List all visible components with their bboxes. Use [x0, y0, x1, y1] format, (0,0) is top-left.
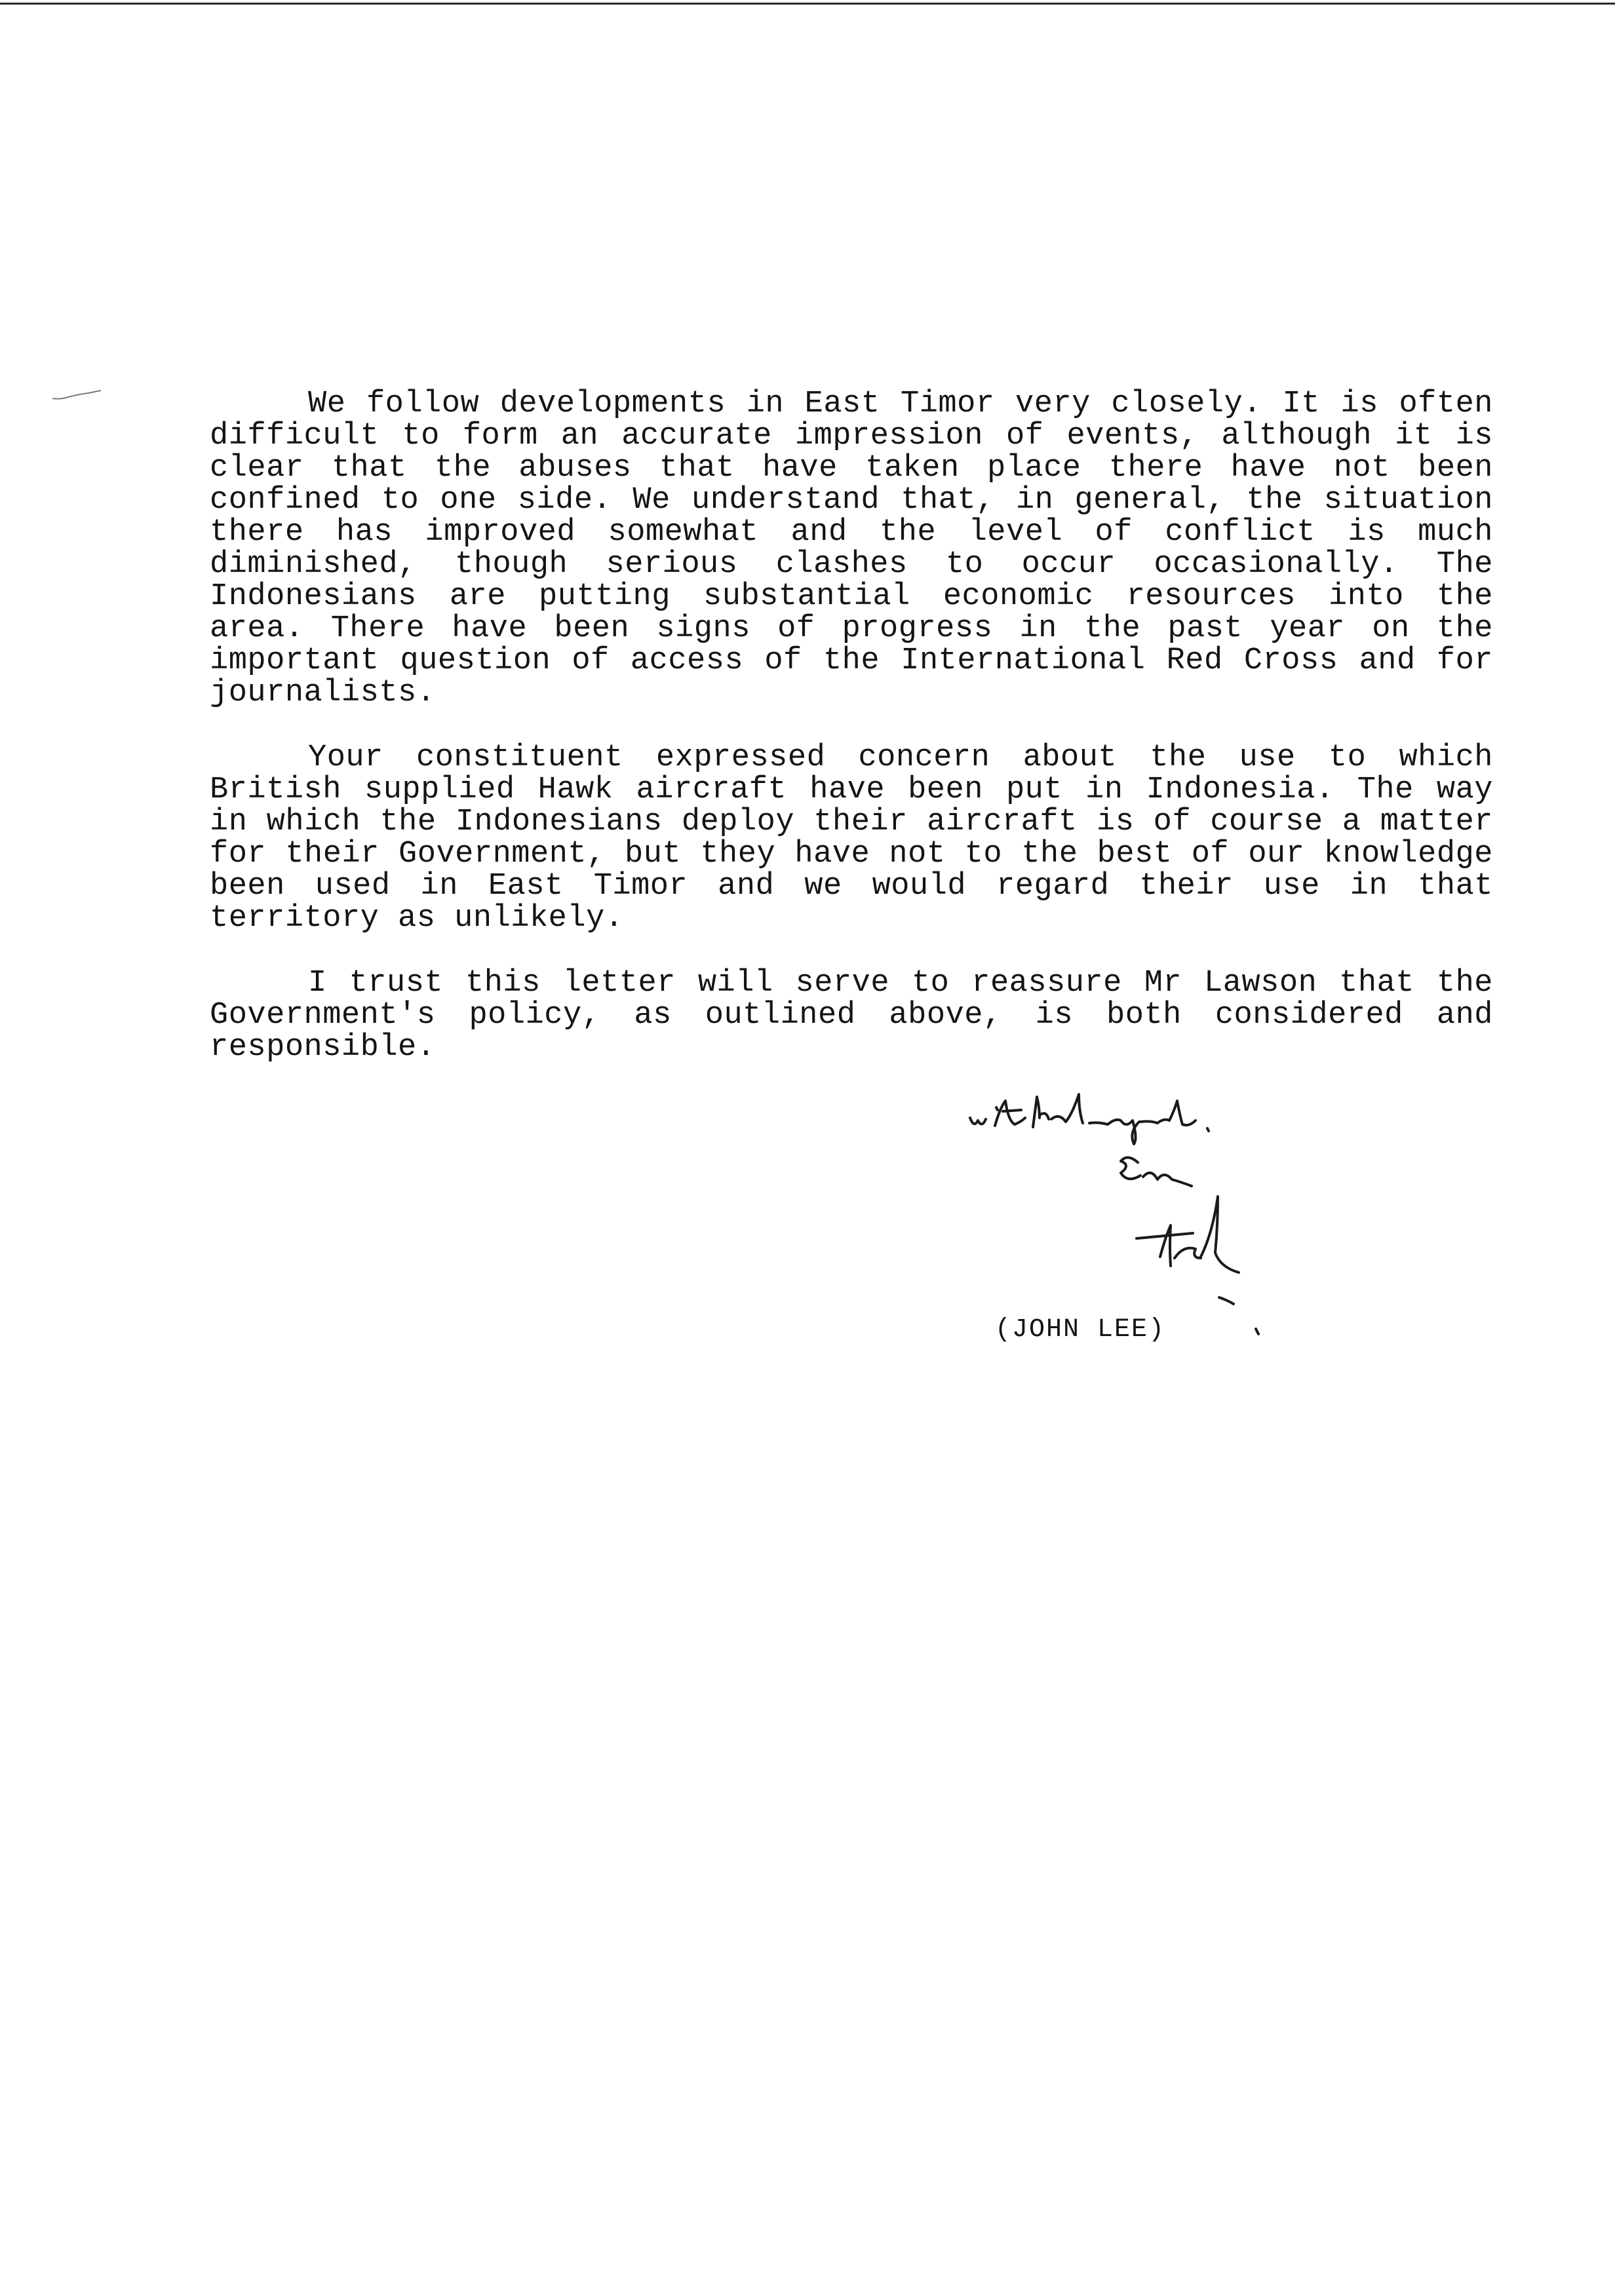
paragraph-hawk-aircraft: Your constituent expressed concern about the use to which British supplied Hawk aircraft have been put in Indonesia. The way in which the Indonesians deploy their aircraft is of course a matter for their Government, but they have not to the best of our knowledge been used in East Timor and we would regard their use in that territory as unlikely. — [210, 740, 1493, 936]
scan-mark — [51, 389, 102, 401]
top-edge-line — [0, 3, 1615, 5]
signer-name: (JOHN LEE) — [995, 1315, 1166, 1345]
paragraph-reassurance: I trust this letter will serve to reassure Mr Lawson that the Government's policy, as outlined above, is both considered and responsible. — [210, 966, 1493, 1065]
paragraph-east-timor: We follow developments in East Timor very closely. It is often difficult to form an accurate impression of events, although it is clear that the abuses that have taken place there have not been confined to one side. We understand that, in general, the situation there has improved somewhat and the level of conflict is much diminished, though serious clashes to occur occasionally. The Indonesians are putting substantial economic resources into the area. There have been signs of progress in the past year on the important question of access of the International Red Cross and for journalists. — [210, 387, 1493, 710]
letter-body — [210, 388, 1493, 1096]
